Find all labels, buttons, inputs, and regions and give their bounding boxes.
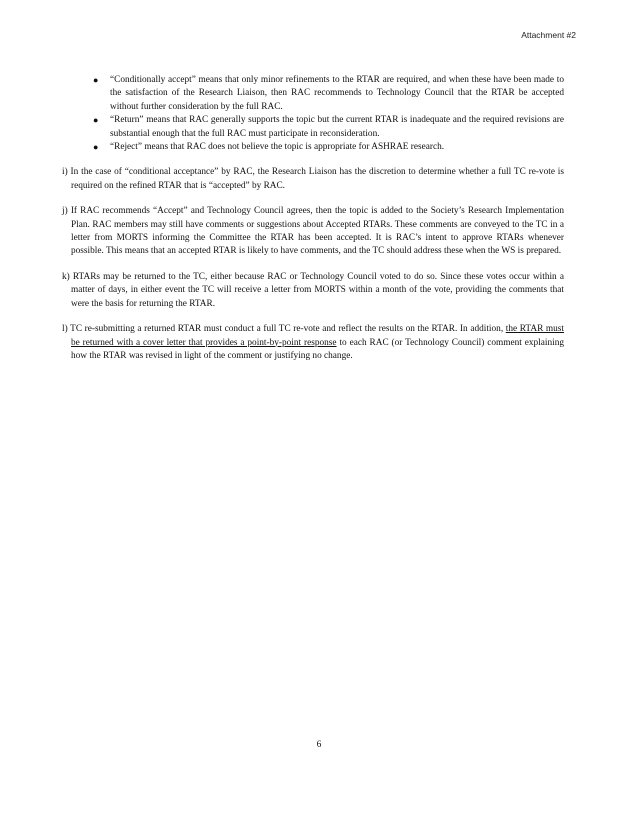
bullet-text-conditionally-accept: “Conditionally accept” means that only minor refinements to the RTAR are required, and when these have been made to the satisfaction of the Research Liaison, then RAC recommends to Technology Council that the RTAR be accepted without further consideration by the full RAC. <box>110 75 564 112</box>
paragraph-l-start: l) TC re-submitting a returned RTAR must conduct a full TC re-vote and reflect the results on the RTAR. In addition, <box>62 324 506 335</box>
bullet-icon: ● <box>93 142 99 153</box>
list-item <box>93 74 564 114</box>
paragraph-l-underlined: the RTAR must be returned with a cover letter that provides a point-by-point response <box>71 324 564 348</box>
bullet-icon: ● <box>93 115 99 126</box>
paragraph-j: j) If RAC recommends “Accept” and Technology Council agrees, then the topic is added to the Society’s Research Implementation Plan. RAC members may still have comments or suggestions about Accepted RTARs. These comments are conveyed to the TC in a letter from MORTS informing the Committee the RTAR has been accepted. It is RAC’s intent to approve RTARs whenever possible. This means that an accepted RTAR is likely to have comments, and the TC should address these when the WS is prepared. <box>62 206 564 257</box>
paragraph-k: k) RTARs may be returned to the TC, either because RAC or Technology Council voted to do so. Since these votes occur within a matter of days, in either event the TC will receive a letter from MORTS within a month of the vote, providing the comments that were the basis for returning the RTAR. <box>62 271 564 309</box>
page-number: 6 <box>316 740 322 750</box>
paragraph-l <box>62 323 564 363</box>
document-body <box>62 74 564 375</box>
list-item <box>93 114 564 141</box>
definition-list <box>62 74 564 154</box>
list-item <box>93 141 564 154</box>
paragraph-i: i) In the case of “conditional acceptance” by RAC, the Research Liaison has the discretion to determine whether a full TC re-vote is required on the refined RTAR that is “accepted” by RAC. <box>62 167 564 191</box>
bullet-icon: ● <box>93 75 99 85</box>
bullet-text-return: “Return” means that RAC generally supports the topic but the current RTAR is inadequate and the required revisions are substantial enough that the full RAC must participate in reconsideration. <box>110 115 564 139</box>
paragraph-l-end: to each RAC (or Technology Council) comment explaining how the RTAR was revised in light of the comment or justifying no change. <box>71 337 564 361</box>
attachment-label: Attachment #2 <box>521 30 576 40</box>
bullet-text-reject: “Reject” means that RAC does not believe the topic is appropriate for ASHRAE research. <box>110 142 445 153</box>
